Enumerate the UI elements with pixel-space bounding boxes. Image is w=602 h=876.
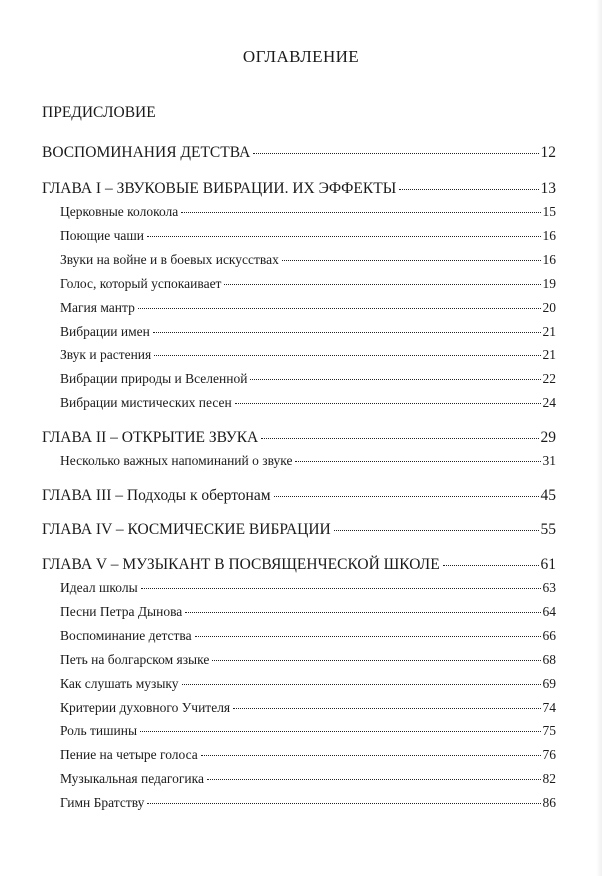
toc-dot-leader — [147, 236, 541, 237]
toc-entry-label: Церковные колокола — [60, 204, 179, 219]
toc-section-entry — [60, 395, 556, 411]
toc-dot-leader — [235, 403, 541, 404]
toc-section-entry — [60, 747, 556, 763]
toc-section-entry — [60, 228, 556, 244]
toc-section-entry — [60, 771, 556, 787]
toc-dot-leader — [154, 355, 540, 356]
toc-dot-leader — [212, 660, 540, 661]
toc-section-entry — [60, 347, 556, 363]
toc-entry-label: Идеал школы — [60, 580, 138, 595]
toc-page-number: 15 — [542, 204, 556, 219]
toc-page-number: 31 — [542, 453, 556, 468]
toc-page-number: 74 — [542, 700, 556, 715]
toc-chapter-entry — [42, 521, 556, 539]
toc-entry-label: ГЛАВА III – Подходы к обертонам — [42, 487, 271, 504]
toc-section-entry — [60, 252, 556, 268]
toc-section-entry — [60, 276, 556, 292]
toc-dot-leader — [224, 284, 540, 285]
toc-page-number: 75 — [542, 723, 556, 738]
toc-section-entry — [60, 723, 556, 739]
toc-page-number: 24 — [542, 395, 556, 410]
toc-entry-label: Вибрации имен — [60, 324, 150, 339]
toc-dot-leader — [201, 755, 541, 756]
toc-entry-label: Как слушать музыку — [60, 676, 179, 691]
toc-page-number: 61 — [540, 556, 556, 573]
toc-section-entry — [60, 324, 556, 340]
toc-page-number: 21 — [542, 324, 556, 339]
toc-section-entry — [60, 795, 556, 811]
toc-page-number: 64 — [542, 604, 556, 619]
toc-page-number: 68 — [542, 652, 556, 667]
toc-dot-leader — [295, 461, 540, 462]
toc-chapter-entry — [42, 429, 556, 447]
toc-entry-label: Музыкальная педагогика — [60, 771, 204, 786]
toc-dot-leader — [233, 708, 540, 709]
toc-page-number: 12 — [540, 144, 556, 161]
toc-page-number: 29 — [540, 429, 556, 446]
toc-chapter-entry — [42, 144, 556, 162]
toc-dot-leader — [153, 332, 541, 333]
toc-dot-leader — [141, 588, 541, 589]
toc-page-number: 22 — [542, 371, 556, 386]
toc-section-entry — [60, 371, 556, 387]
toc-section-entry — [60, 628, 556, 644]
toc-entry-label: ВОСПОМИНАНИЯ ДЕТСТВА — [42, 144, 251, 161]
toc-page-number: 19 — [542, 276, 556, 291]
toc-entry-label: Поющие чаши — [60, 228, 144, 243]
toc-entry-label: Гимн Братству — [60, 795, 145, 810]
toc-entry-label: Вибрации природы и Вселенной — [60, 371, 248, 386]
toc-page-number: 13 — [540, 180, 556, 197]
toc-page-number: 21 — [542, 347, 556, 362]
toc-section-entry — [60, 580, 556, 596]
toc-dot-leader — [182, 684, 541, 685]
toc-entry-label: Роль тишины — [60, 723, 138, 738]
toc-entry-label: Песни Петра Дынова — [60, 604, 183, 619]
toc-dot-leader — [250, 379, 540, 380]
toc-entry-label: Вибрации мистических песен — [60, 395, 232, 410]
toc-section-entry — [60, 453, 556, 469]
toc-entry-label: ГЛАВА V – МУЗЫКАНТ В ПОСВЯЩЕНЧЕСКОЙ ШКОЛЕ — [42, 556, 440, 573]
toc-entry-label: Петь на болгарском языке — [60, 652, 210, 667]
toc-page-number: 20 — [542, 300, 556, 315]
toc-dot-leader — [282, 260, 541, 261]
toc-dot-leader — [147, 803, 540, 804]
toc-entry-label: Звук и растения — [60, 347, 152, 362]
toc-entry-label: Голос, который успокаивает — [60, 276, 222, 291]
toc-dot-leader — [207, 779, 541, 780]
toc-section-entry — [60, 604, 556, 620]
toc-chapter-entry — [42, 487, 556, 505]
toc-entry-label: ГЛАВА I – ЗВУКОВЫЕ ВИБРАЦИИ. ИХ ЭФФЕКТЫ — [42, 180, 397, 197]
toc-dot-leader — [138, 308, 541, 309]
toc-page-number: 45 — [540, 487, 556, 504]
toc-entry-label: ГЛАВА II – ОТКРЫТИЕ ЗВУКА — [42, 429, 259, 446]
toc-dot-leader — [334, 530, 539, 531]
toc-dot-leader — [443, 565, 539, 566]
toc-page-number: 16 — [542, 252, 556, 267]
toc-title: ОГЛАВЛЕНИЕ — [242, 47, 360, 66]
toc-section-entry — [60, 676, 556, 692]
toc-entry-label: Пение на четыре голоса — [60, 747, 198, 762]
toc-page-number: 55 — [540, 521, 556, 538]
toc-dot-leader — [274, 496, 539, 497]
toc-page-number: 76 — [542, 747, 556, 762]
toc-section-entry — [60, 300, 556, 316]
toc-dot-leader — [253, 153, 538, 154]
toc-entry-label: Воспоминание детства — [60, 628, 192, 643]
page-edge-shadow — [596, 0, 602, 876]
toc-section-entry — [60, 204, 556, 220]
toc-dot-leader — [140, 731, 540, 732]
toc-page-number: 16 — [542, 228, 556, 243]
toc-chapter-entry — [42, 556, 556, 574]
toc-dot-leader — [399, 189, 538, 190]
toc-entry-label: Магия мантр — [60, 300, 135, 315]
toc-page-number: 69 — [542, 676, 556, 691]
toc-page-number: 86 — [542, 795, 556, 810]
toc-entry-label: Критерии духовного Учителя — [60, 700, 231, 715]
toc-entry-label: Несколько важных напоминаний о звуке — [60, 453, 293, 468]
toc-preface: ПРЕДИСЛОВИЕ — [42, 104, 156, 121]
toc-page-number: 66 — [542, 628, 556, 643]
toc-page-number: 82 — [542, 771, 556, 786]
toc-chapter-entry — [42, 180, 556, 198]
toc-section-entry — [60, 652, 556, 668]
toc-dot-leader — [195, 636, 541, 637]
toc-entry-label: ГЛАВА IV – КОСМИЧЕСКИЕ ВИБРАЦИИ — [42, 521, 331, 538]
toc-dot-leader — [185, 612, 540, 613]
toc-section-entry — [60, 700, 556, 716]
toc-entry-label: Звуки на войне и в боевых искусствах — [60, 252, 279, 267]
toc-dot-leader — [181, 212, 540, 213]
toc-page-number: 63 — [542, 580, 556, 595]
toc-dot-leader — [261, 438, 538, 439]
